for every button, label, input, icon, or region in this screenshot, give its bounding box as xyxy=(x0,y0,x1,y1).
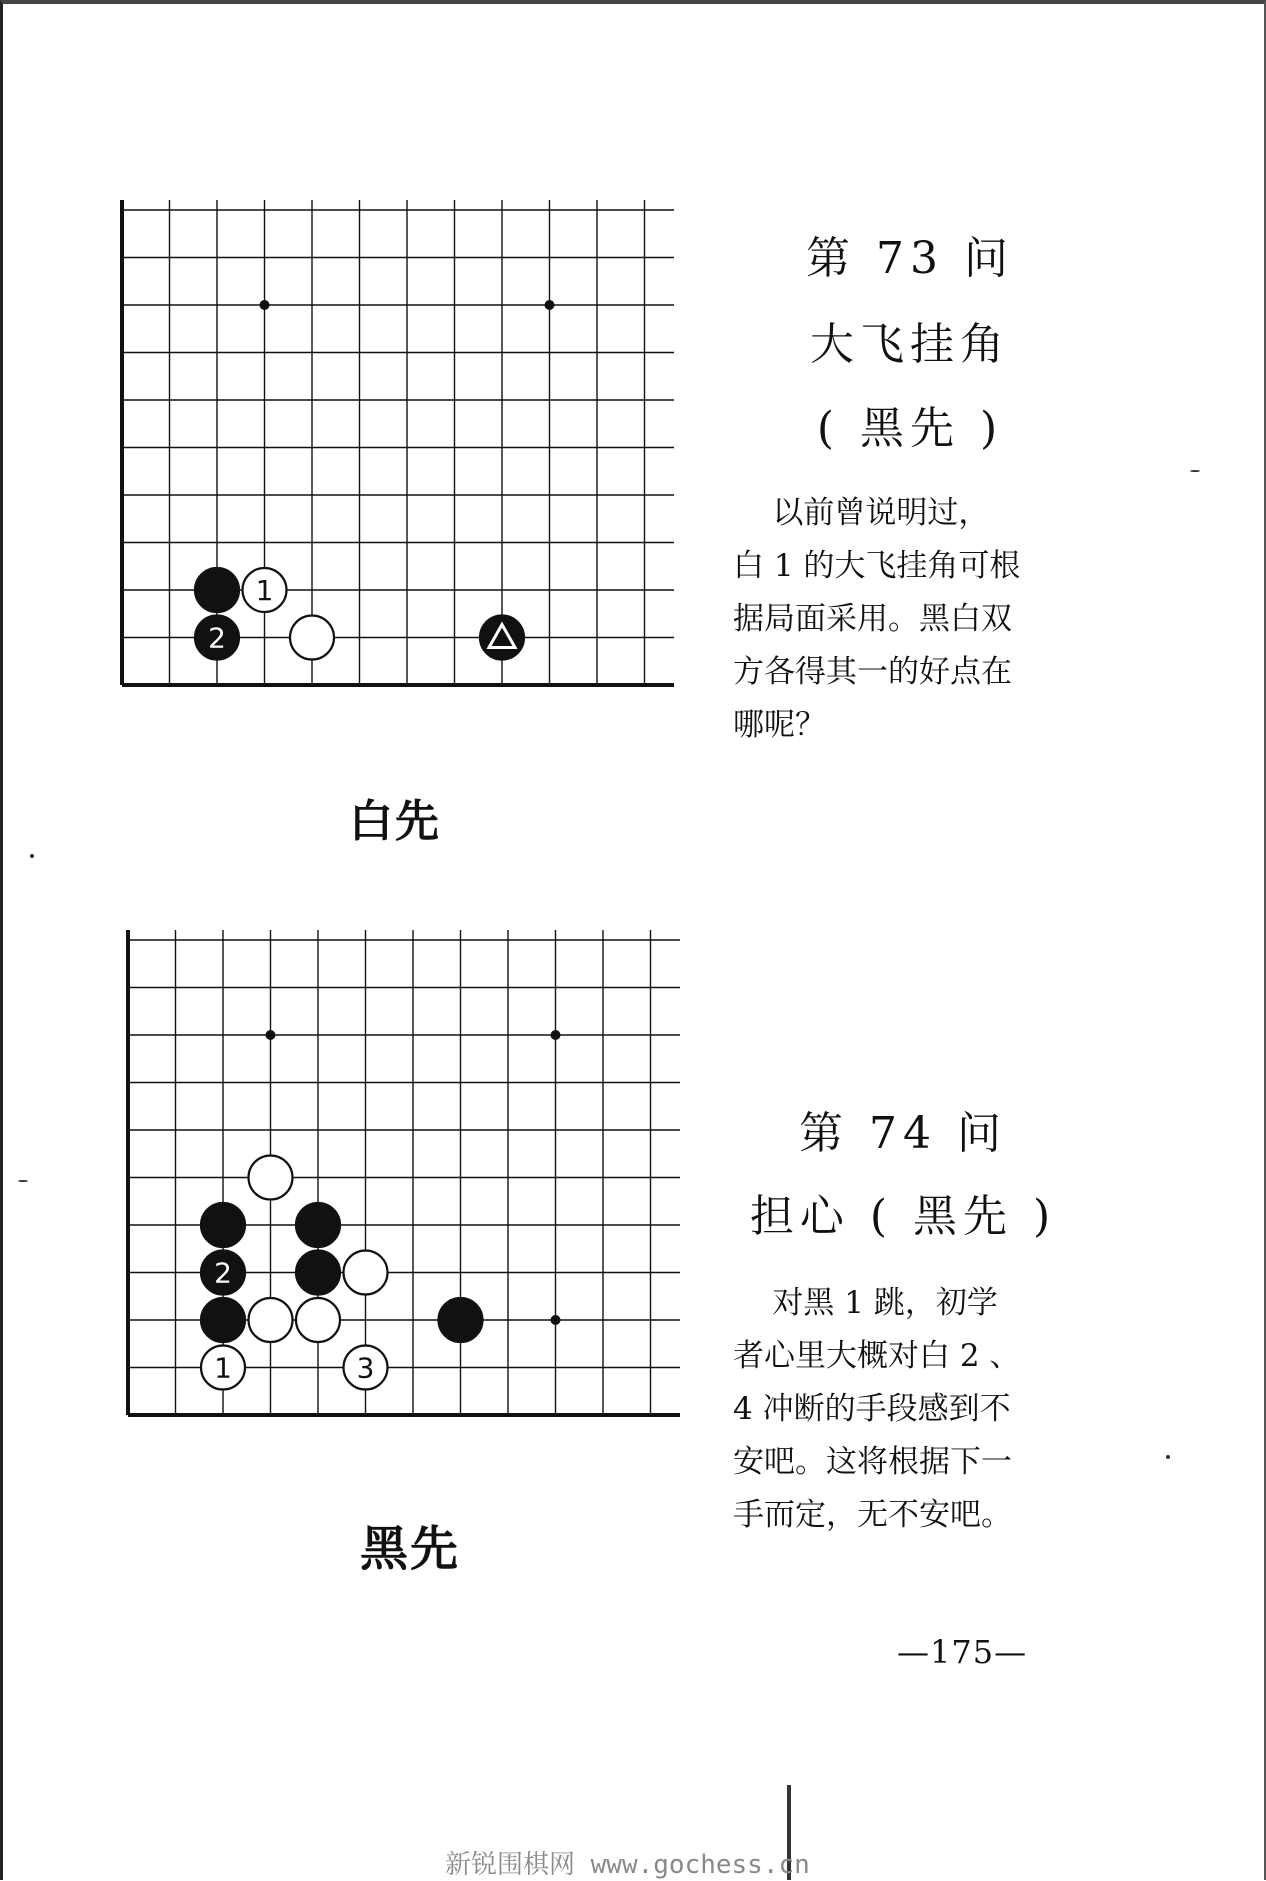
black-stone xyxy=(296,1251,340,1295)
black-stone xyxy=(439,1298,483,1342)
problem-title-73: 大飞挂角 xyxy=(810,319,1010,370)
star-point xyxy=(260,300,270,310)
black-stone xyxy=(201,1298,245,1342)
star-point xyxy=(551,1030,561,1040)
text-line: 白 1 的大飞挂角可根 xyxy=(733,548,1021,584)
white-stone xyxy=(249,1156,293,1200)
problem-number-73: 第 73 问 xyxy=(806,233,1014,284)
diagram-caption-73: 白先 xyxy=(349,796,441,847)
scan-speck xyxy=(30,854,34,858)
black-stone xyxy=(296,1203,340,1247)
move-number: 2 xyxy=(214,1256,232,1290)
go-board-diagram-74 xyxy=(124,930,684,1490)
problem-title-74: 担心 ( 黑先 ) xyxy=(749,1191,1057,1242)
go-board-diagram-73 xyxy=(118,200,678,760)
text-line: 者心里大概对白 2 、 xyxy=(733,1338,1021,1374)
text-line: 据局面采用。黑白双 xyxy=(733,601,1012,637)
black-stone xyxy=(195,568,239,612)
move-number: 1 xyxy=(255,574,274,607)
watermark: 新锐围棋网 www.gochess.cn xyxy=(445,1850,810,1880)
problem-number-74: 第 74 问 xyxy=(799,1108,1007,1159)
text-line: 方各得其一的好点在 xyxy=(733,654,1012,690)
star-point xyxy=(551,1315,561,1325)
text-line: 手而定，无不安吧。 xyxy=(733,1497,1012,1533)
black-stone xyxy=(201,1203,245,1247)
text-line: 安吧。这将根据下一 xyxy=(733,1444,1012,1480)
white-stone xyxy=(249,1298,293,1342)
problem-text-74 xyxy=(733,1277,1063,1557)
scan-speck xyxy=(18,1180,28,1182)
white-stone xyxy=(344,1251,388,1295)
text-line: 对黑 1 跳，初学 xyxy=(733,1285,998,1321)
scan-speck xyxy=(1166,1455,1170,1459)
problem-text-73 xyxy=(733,487,1053,757)
white-stone xyxy=(296,1298,340,1342)
scan-speck xyxy=(1190,470,1200,472)
page-number: —175— xyxy=(897,1633,1028,1671)
move-number: 1 xyxy=(214,1351,232,1385)
star-point xyxy=(266,1030,276,1040)
text-line: 以前曾说明过， xyxy=(733,495,990,531)
text-line: 哪呢？ xyxy=(733,707,826,743)
problem-subtitle-73: ( 黑先 ) xyxy=(816,403,1004,454)
text-line: 4 冲断的手段感到不 xyxy=(733,1391,1011,1427)
white-stone xyxy=(290,616,334,660)
diagram-caption-74: 黑先 xyxy=(359,1521,460,1577)
star-point xyxy=(545,300,555,310)
move-number: 2 xyxy=(208,621,226,655)
move-number: 3 xyxy=(356,1351,375,1385)
